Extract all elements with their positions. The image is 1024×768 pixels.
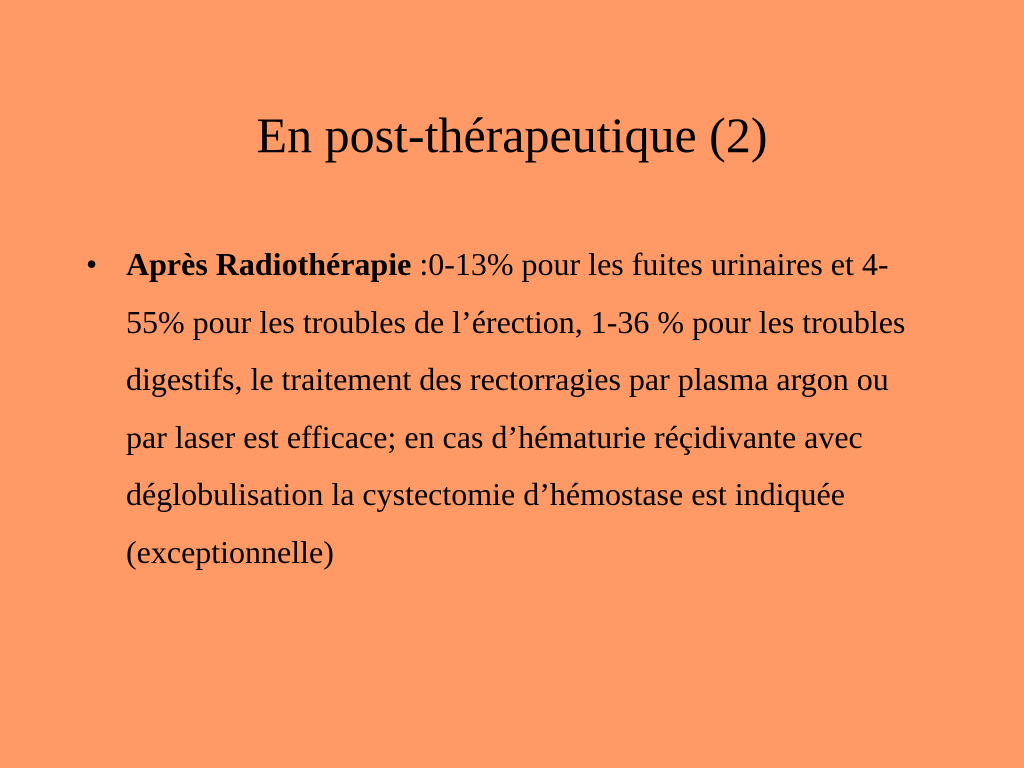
bullet-item <box>86 236 936 581</box>
bullet-heading: Après Radiothérapie <box>126 246 412 282</box>
slide-title: En post-thérapeutique (2) <box>256 107 768 163</box>
bullet-text: :0-13% pour les fuites urinaires et 4-55% pour les troubles de l’érection, 1-36 % pour les troubles digestifs, le traitement des rectorragies par plasma argon ou par laser est efficace; en cas d’hématurie réçidivante avec déglobulisation la cystectomie d’hémostase est indiquée (exceptionnelle) <box>126 246 906 570</box>
bullet-marker-icon: • <box>86 246 98 282</box>
bullet-list <box>86 236 936 581</box>
